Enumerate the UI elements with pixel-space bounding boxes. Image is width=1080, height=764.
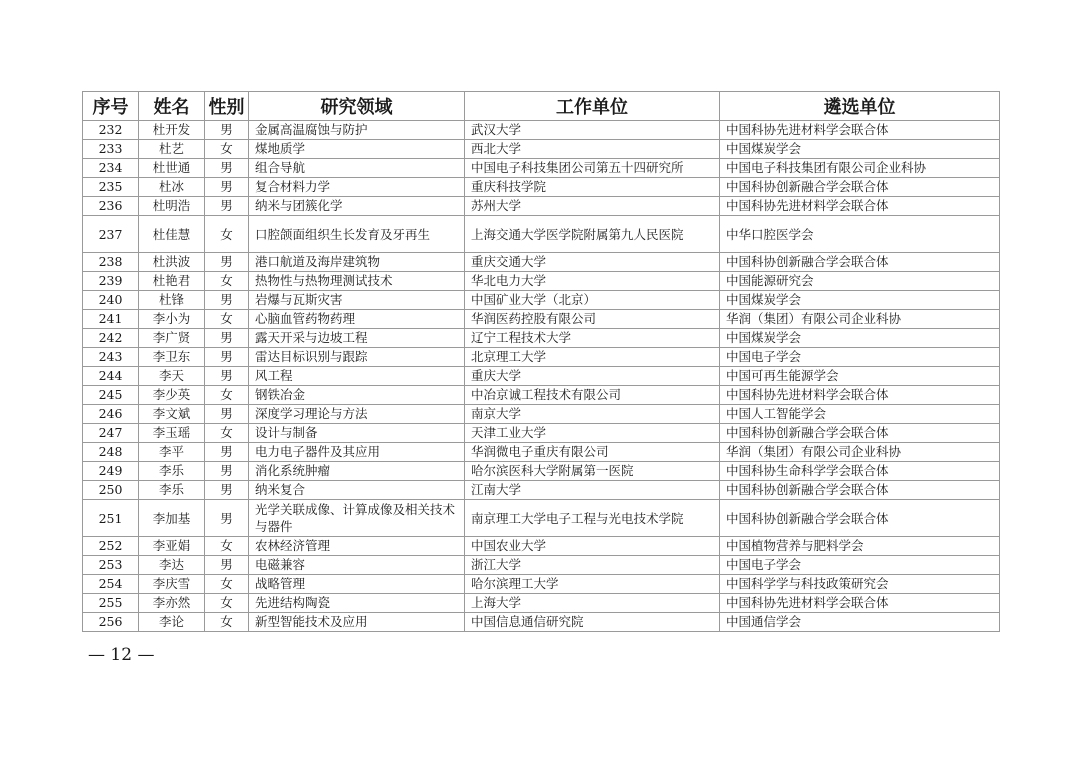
cell-research-field: 消化系统肿瘤	[249, 462, 465, 481]
cell-index: 241	[83, 310, 139, 329]
cell-gender: 女	[205, 424, 249, 443]
cell-name: 李小为	[139, 310, 205, 329]
cell-work-unit: 武汉大学	[465, 121, 720, 140]
cell-selection-unit: 中国通信学会	[720, 613, 1000, 632]
cell-work-unit: 上海大学	[465, 594, 720, 613]
cell-research-field: 岩爆与瓦斯灾害	[249, 291, 465, 310]
cell-index: 256	[83, 613, 139, 632]
cell-index: 249	[83, 462, 139, 481]
cell-selection-unit: 中国科协创新融合学会联合体	[720, 178, 1000, 197]
cell-gender: 女	[205, 272, 249, 291]
cell-name: 李文斌	[139, 405, 205, 424]
cell-index: 240	[83, 291, 139, 310]
table-row	[83, 272, 1000, 291]
cell-name: 杜冰	[139, 178, 205, 197]
cell-work-unit: 华润微电子重庆有限公司	[465, 443, 720, 462]
table-row	[83, 291, 1000, 310]
cell-index: 245	[83, 386, 139, 405]
header-work-unit: 工作单位	[465, 92, 720, 121]
cell-selection-unit: 中国可再生能源学会	[720, 367, 1000, 386]
cell-selection-unit: 中国科协先进材料学会联合体	[720, 386, 1000, 405]
cell-name: 杜世通	[139, 159, 205, 178]
table-row	[83, 121, 1000, 140]
table-row	[83, 329, 1000, 348]
cell-gender: 男	[205, 253, 249, 272]
cell-index: 247	[83, 424, 139, 443]
cell-selection-unit: 中国煤炭学会	[720, 140, 1000, 159]
cell-selection-unit: 中国科协创新融合学会联合体	[720, 253, 1000, 272]
cell-selection-unit: 中国科协先进材料学会联合体	[720, 594, 1000, 613]
cell-gender: 男	[205, 348, 249, 367]
header-gender: 性别	[205, 92, 249, 121]
cell-gender: 男	[205, 556, 249, 575]
cell-research-field: 复合材料力学	[249, 178, 465, 197]
cell-index: 244	[83, 367, 139, 386]
cell-selection-unit: 中国电子科技集团有限公司企业科协	[720, 159, 1000, 178]
table-row	[83, 348, 1000, 367]
cell-selection-unit: 中国煤炭学会	[720, 291, 1000, 310]
cell-selection-unit: 中国科协先进材料学会联合体	[720, 121, 1000, 140]
cell-index: 242	[83, 329, 139, 348]
table-row	[83, 575, 1000, 594]
cell-research-field: 深度学习理论与方法	[249, 405, 465, 424]
cell-research-field: 设计与制备	[249, 424, 465, 443]
cell-gender: 女	[205, 537, 249, 556]
cell-research-field: 光学关联成像、计算成像及相关技术与器件	[249, 500, 465, 537]
table-row	[83, 159, 1000, 178]
table-row	[83, 178, 1000, 197]
page-number: — 12 —	[88, 645, 155, 665]
cell-gender: 女	[205, 613, 249, 632]
cell-gender: 男	[205, 329, 249, 348]
cell-research-field: 热物性与热物理测试技术	[249, 272, 465, 291]
table-row	[83, 386, 1000, 405]
cell-name: 李亦然	[139, 594, 205, 613]
cell-gender: 男	[205, 443, 249, 462]
cell-gender: 男	[205, 178, 249, 197]
table-row	[83, 556, 1000, 575]
cell-index: 254	[83, 575, 139, 594]
cell-selection-unit: 中国煤炭学会	[720, 329, 1000, 348]
cell-work-unit: 西北大学	[465, 140, 720, 159]
cell-selection-unit: 中国电子学会	[720, 348, 1000, 367]
cell-name: 李少英	[139, 386, 205, 405]
cell-research-field: 煤地质学	[249, 140, 465, 159]
cell-work-unit: 南京大学	[465, 405, 720, 424]
cell-work-unit: 浙江大学	[465, 556, 720, 575]
cell-selection-unit: 中国科协先进材料学会联合体	[720, 197, 1000, 216]
cell-selection-unit: 中国植物营养与肥料学会	[720, 537, 1000, 556]
cell-work-unit: 上海交通大学医学院附属第九人民医院	[465, 216, 720, 253]
document-page	[82, 91, 999, 632]
table-row	[83, 197, 1000, 216]
cell-gender: 男	[205, 405, 249, 424]
table-row	[83, 613, 1000, 632]
cell-name: 杜开发	[139, 121, 205, 140]
cell-research-field: 农林经济管理	[249, 537, 465, 556]
cell-gender: 女	[205, 594, 249, 613]
cell-name: 杜佳慧	[139, 216, 205, 253]
cell-index: 235	[83, 178, 139, 197]
cell-index: 236	[83, 197, 139, 216]
cell-gender: 男	[205, 197, 249, 216]
cell-research-field: 电磁兼容	[249, 556, 465, 575]
cell-research-field: 雷达目标识别与跟踪	[249, 348, 465, 367]
cell-research-field: 新型智能技术及应用	[249, 613, 465, 632]
cell-index: 243	[83, 348, 139, 367]
cell-work-unit: 华润医药控股有限公司	[465, 310, 720, 329]
table-header-row	[83, 92, 1000, 121]
table-row	[83, 367, 1000, 386]
cell-selection-unit: 中国科协生命科学学会联合体	[720, 462, 1000, 481]
table-row	[83, 462, 1000, 481]
cell-index: 253	[83, 556, 139, 575]
cell-work-unit: 天津工业大学	[465, 424, 720, 443]
cell-work-unit: 苏州大学	[465, 197, 720, 216]
table-row	[83, 405, 1000, 424]
cell-selection-unit: 华润（集团）有限公司企业科协	[720, 443, 1000, 462]
header-research-field: 研究领域	[249, 92, 465, 121]
cell-work-unit: 辽宁工程技术大学	[465, 329, 720, 348]
cell-name: 杜锋	[139, 291, 205, 310]
cell-index: 234	[83, 159, 139, 178]
cell-name: 李天	[139, 367, 205, 386]
cell-work-unit: 南京理工大学电子工程与光电技术学院	[465, 500, 720, 537]
cell-name: 李平	[139, 443, 205, 462]
cell-gender: 女	[205, 386, 249, 405]
cell-research-field: 战略管理	[249, 575, 465, 594]
cell-research-field: 钢铁冶金	[249, 386, 465, 405]
candidate-table	[82, 91, 1000, 632]
cell-work-unit: 中国信息通信研究院	[465, 613, 720, 632]
cell-gender: 女	[205, 216, 249, 253]
cell-work-unit: 中国电子科技集团公司第五十四研究所	[465, 159, 720, 178]
cell-research-field: 纳米复合	[249, 481, 465, 500]
cell-work-unit: 中国矿业大学（北京）	[465, 291, 720, 310]
cell-gender: 男	[205, 367, 249, 386]
cell-name: 杜明浩	[139, 197, 205, 216]
cell-work-unit: 华北电力大学	[465, 272, 720, 291]
cell-research-field: 组合导航	[249, 159, 465, 178]
cell-name: 李论	[139, 613, 205, 632]
cell-work-unit: 江南大学	[465, 481, 720, 500]
cell-selection-unit: 中国科学学与科技政策研究会	[720, 575, 1000, 594]
table-row	[83, 443, 1000, 462]
cell-selection-unit: 中国人工智能学会	[720, 405, 1000, 424]
cell-name: 李卫东	[139, 348, 205, 367]
cell-gender: 男	[205, 462, 249, 481]
table-row	[83, 140, 1000, 159]
cell-work-unit: 北京理工大学	[465, 348, 720, 367]
cell-name: 杜艳君	[139, 272, 205, 291]
cell-research-field: 先进结构陶瓷	[249, 594, 465, 613]
cell-research-field: 风工程	[249, 367, 465, 386]
cell-work-unit: 中国农业大学	[465, 537, 720, 556]
cell-gender: 女	[205, 575, 249, 594]
cell-work-unit: 中冶京诚工程技术有限公司	[465, 386, 720, 405]
cell-index: 246	[83, 405, 139, 424]
header-name: 姓名	[139, 92, 205, 121]
cell-index: 233	[83, 140, 139, 159]
cell-name: 李达	[139, 556, 205, 575]
table-row	[83, 424, 1000, 443]
header-index: 序号	[83, 92, 139, 121]
table-row	[83, 594, 1000, 613]
cell-work-unit: 重庆科技学院	[465, 178, 720, 197]
cell-gender: 男	[205, 159, 249, 178]
cell-research-field: 港口航道及海岸建筑物	[249, 253, 465, 272]
cell-selection-unit: 中国电子学会	[720, 556, 1000, 575]
cell-gender: 男	[205, 291, 249, 310]
table-body	[83, 121, 1000, 632]
cell-index: 232	[83, 121, 139, 140]
cell-index: 239	[83, 272, 139, 291]
cell-name: 李乐	[139, 462, 205, 481]
cell-index: 237	[83, 216, 139, 253]
table-row	[83, 216, 1000, 253]
cell-selection-unit: 中华口腔医学会	[720, 216, 1000, 253]
cell-work-unit: 哈尔滨理工大学	[465, 575, 720, 594]
cell-index: 250	[83, 481, 139, 500]
cell-name: 杜艺	[139, 140, 205, 159]
table-row	[83, 481, 1000, 500]
cell-selection-unit: 中国科协创新融合学会联合体	[720, 424, 1000, 443]
cell-selection-unit: 华润（集团）有限公司企业科协	[720, 310, 1000, 329]
table-row	[83, 310, 1000, 329]
cell-gender: 男	[205, 121, 249, 140]
cell-gender: 女	[205, 310, 249, 329]
cell-name: 李庆雪	[139, 575, 205, 594]
cell-research-field: 纳米与团簇化学	[249, 197, 465, 216]
cell-name: 李加基	[139, 500, 205, 537]
cell-research-field: 心脑血管药物药理	[249, 310, 465, 329]
cell-index: 251	[83, 500, 139, 537]
cell-gender: 男	[205, 500, 249, 537]
cell-index: 252	[83, 537, 139, 556]
cell-research-field: 金属高温腐蚀与防护	[249, 121, 465, 140]
cell-work-unit: 哈尔滨医科大学附属第一医院	[465, 462, 720, 481]
table-row	[83, 537, 1000, 556]
cell-work-unit: 重庆大学	[465, 367, 720, 386]
cell-index: 238	[83, 253, 139, 272]
cell-selection-unit: 中国科协创新融合学会联合体	[720, 500, 1000, 537]
header-selection-unit: 遴选单位	[720, 92, 1000, 121]
cell-research-field: 电力电子器件及其应用	[249, 443, 465, 462]
cell-work-unit: 重庆交通大学	[465, 253, 720, 272]
cell-name: 李乐	[139, 481, 205, 500]
cell-name: 李亚娟	[139, 537, 205, 556]
table-row	[83, 500, 1000, 537]
cell-name: 杜洪波	[139, 253, 205, 272]
cell-name: 李广贤	[139, 329, 205, 348]
cell-index: 255	[83, 594, 139, 613]
cell-name: 李玉瑶	[139, 424, 205, 443]
cell-research-field: 口腔颌面组织生长发育及牙再生	[249, 216, 465, 253]
cell-selection-unit: 中国科协创新融合学会联合体	[720, 481, 1000, 500]
cell-research-field: 露天开采与边坡工程	[249, 329, 465, 348]
cell-gender: 女	[205, 140, 249, 159]
cell-index: 248	[83, 443, 139, 462]
cell-gender: 男	[205, 481, 249, 500]
table-row	[83, 253, 1000, 272]
cell-selection-unit: 中国能源研究会	[720, 272, 1000, 291]
